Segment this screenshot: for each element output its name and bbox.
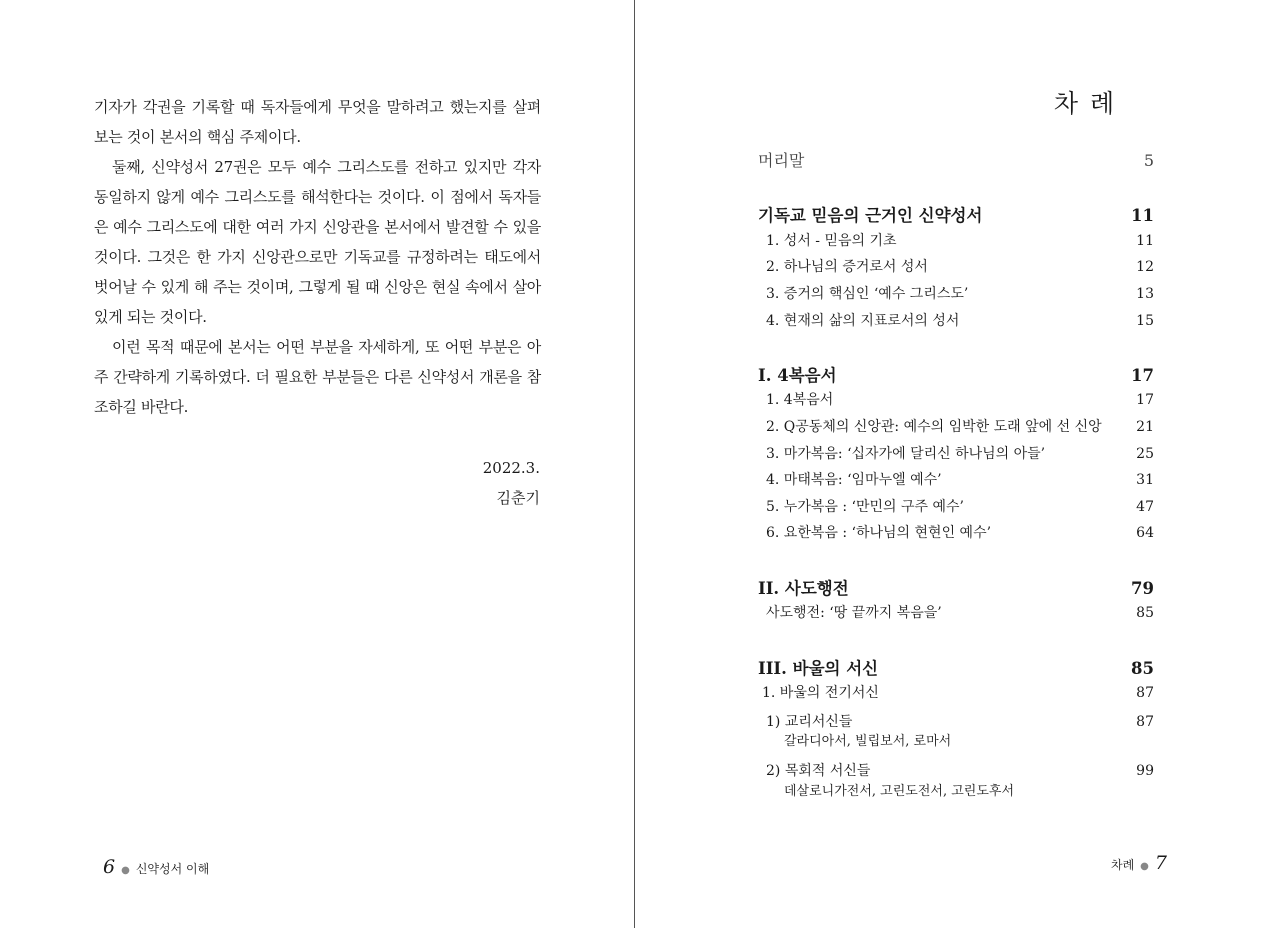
- toc-entry-label: 5. 누가복음 : ‘만민의 구주 예수’: [766, 499, 964, 515]
- toc-section-title: III. 바울의 서신: [758, 659, 879, 678]
- folio-bullet-icon: ●: [1140, 861, 1149, 872]
- toc-entry[interactable]: [758, 389, 1154, 409]
- toc-entry[interactable]: [758, 682, 1154, 702]
- toc-entry[interactable]: [758, 522, 1154, 542]
- toc-entry[interactable]: [758, 283, 1154, 303]
- left-folio: [103, 856, 209, 878]
- toc-sub-entry[interactable]: [758, 760, 1154, 780]
- toc-entry-page: 85: [1136, 605, 1154, 621]
- toc-entry-page: 31: [1136, 472, 1154, 488]
- toc-entry-page: 25: [1136, 446, 1154, 462]
- preface-author: 김춘기: [496, 489, 540, 507]
- toc-entry-page: 99: [1136, 763, 1154, 779]
- toc-entry[interactable]: [758, 256, 1154, 276]
- toc-section-title: 기독교 믿음의 근거인 신약성서: [758, 206, 983, 225]
- toc-entry-label: 1) 교리서신들: [766, 714, 853, 730]
- toc-entry-label: 3. 마가복음: ‘십자가에 달리신 하나님의 아들’: [766, 446, 1046, 462]
- toc-section-title: II. 사도행전: [758, 579, 849, 598]
- toc-entry-label: 4. 마태복음: ‘임마누엘 예수’: [766, 472, 942, 488]
- toc-entry[interactable]: [758, 416, 1154, 436]
- paragraph: 기자가 각권을 기록할 때 독자들에게 무엇을 말하려고 했는지를 살펴보는 것이 본서의 핵심 주제이다.: [94, 98, 541, 146]
- toc-section-page: 11: [1131, 206, 1154, 225]
- page-gutter-line: [634, 0, 635, 928]
- toc-entry-label: 사도행전: ‘땅 끝까지 복음을’: [766, 605, 942, 621]
- toc-entry-page: 87: [1136, 685, 1154, 701]
- toc-section[interactable]: [758, 655, 1154, 679]
- toc-entry-label: 2. 하나님의 증거로서 성서: [766, 259, 928, 275]
- preface-date: 2022.3.: [482, 459, 540, 477]
- toc-section[interactable]: [758, 575, 1154, 599]
- toc-entry-page: 64: [1136, 525, 1154, 541]
- toc-entry-page: 21: [1136, 419, 1154, 435]
- toc-entry-page: 12: [1136, 259, 1154, 275]
- toc-entry-page: 11: [1136, 233, 1154, 249]
- toc-entry[interactable]: [758, 443, 1154, 463]
- toc-entry[interactable]: [758, 496, 1154, 516]
- toc-entry-label: 머리말: [758, 151, 805, 170]
- toc-sub-entry-note: 갈라디아서, 빌립보서, 로마서: [784, 734, 952, 749]
- toc-title: 차 례: [1053, 89, 1117, 118]
- left-page-number: 6: [103, 856, 116, 878]
- toc-section[interactable]: [758, 362, 1154, 386]
- paragraph: 둘째, 신약성서 27권은 모두 예수 그리스도를 전하고 있지만 각자 동일하지 않게 예수 그리스도를 해석한다는 것이다. 이 점에서 독자들은 예수 그리스도에 대한 여러 가지 신앙관을 본서에서 발견할 수 있을 것이다. 그것은 한 가지 신앙관으로만 기독교를 규정하려는 태도에서 벗어날 수 있게 해 주는 것이며, 그렇게 될 때 신앙은 현실 속에서 살아있게 되는 것이다.: [94, 158, 541, 326]
- right-page-number: 7: [1154, 852, 1167, 874]
- folio-bullet-icon: ●: [121, 865, 130, 876]
- toc-entry-label: 3. 증거의 핵심인 ‘예수 그리스도’: [766, 286, 969, 302]
- toc-entry-page: 15: [1136, 313, 1154, 329]
- toc-entry[interactable]: [758, 602, 1154, 622]
- paragraph: 이런 목적 때문에 본서는 어떤 부분을 자세하게, 또 어떤 부분은 아주 간략하게 기록하였다. 더 필요한 부분들은 다른 신약성서 개론을 참조하길 바란다.: [94, 338, 541, 416]
- toc-entry-page: 87: [1136, 714, 1154, 730]
- toc-entry-label: 1. 4복음서: [766, 392, 834, 408]
- toc-entry-page: 47: [1136, 499, 1154, 515]
- toc-sub-entry[interactable]: [758, 711, 1154, 731]
- toc-entry-page: 17: [1136, 392, 1154, 408]
- toc-entry-label: 2) 목회적 서신들: [766, 763, 871, 779]
- toc-section-page: 79: [1131, 579, 1154, 598]
- right-folio: [1111, 852, 1167, 874]
- toc-sub-entry-note: 데살로니가전서, 고린도전서, 고린도후서: [784, 784, 1015, 799]
- toc-entry[interactable]: [758, 310, 1154, 330]
- toc-entry[interactable]: [758, 230, 1154, 250]
- toc-entry-label: 1. 바울의 전기서신: [762, 685, 879, 701]
- body-text: [94, 92, 541, 422]
- toc-section-title: I. 4복음서: [758, 366, 837, 385]
- toc-section-page: 17: [1131, 366, 1154, 385]
- toc-section[interactable]: [758, 202, 1154, 226]
- toc-entry-preface[interactable]: [758, 148, 1154, 171]
- toc-entry-label: 6. 요한복음 : ‘하나님의 현현인 예수’: [766, 525, 992, 541]
- toc-entry-label: 2. Q공동체의 신앙관: 예수의 임박한 도래 앞에 선 신앙: [766, 419, 1102, 435]
- toc-entry[interactable]: [758, 469, 1154, 489]
- toc-entry-page: 5: [1143, 151, 1154, 170]
- left-running-title: 신약성서 이해: [135, 862, 210, 876]
- toc-entry-label: 4. 현재의 삶의 지표로서의 성서: [766, 313, 960, 329]
- toc-section-page: 85: [1131, 659, 1154, 678]
- right-running-title: 차례: [1110, 858, 1135, 872]
- toc-entry-label: 1. 성서 - 믿음의 기초: [766, 233, 897, 249]
- toc-entry-page: 13: [1136, 286, 1154, 302]
